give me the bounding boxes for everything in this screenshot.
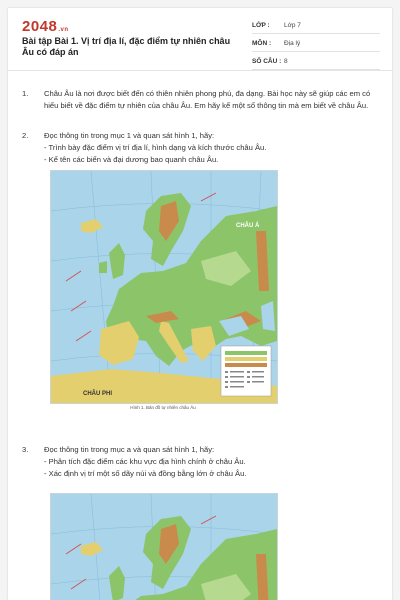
- site-logo[interactable]: 2048.vn: [22, 18, 69, 35]
- map-image: [51, 494, 277, 600]
- question-number: 3.: [22, 445, 29, 454]
- meta-value: Địa lý: [284, 40, 301, 47]
- meta-table: [252, 18, 380, 72]
- meta-value: 8: [284, 58, 288, 65]
- figure-caption: Hình 1. Bản đồ tự nhiên châu Âu: [130, 405, 196, 410]
- question-lead: Đọc thông tin trong mục a và quan sát hình 1, hãy:: [44, 445, 215, 454]
- map-label-asia: CHÂU Á: [236, 223, 260, 229]
- question-bullet: - Trình bày đặc điểm vị trí địa lí, hình dạng và kích thước châu Âu.: [44, 143, 267, 152]
- question-number: 2.: [22, 131, 29, 140]
- header-divider: [8, 70, 392, 71]
- meta-label: SỐ CÂU :: [252, 58, 282, 65]
- europe-physical-map: [50, 170, 278, 404]
- question-text: Châu Âu là nơi được biết đến có thiên nhiên phong phú, đa dạng. Bài học này sẽ giúp các em có hiểu biết về đặc điểm tự nhiên của châu Âu. Em hãy kể một số thông tin mà em biết về châu Âu.: [44, 89, 371, 110]
- europe-physical-map-repeat: [50, 493, 278, 600]
- header: [8, 8, 392, 68]
- question-number: 1.: [22, 89, 29, 98]
- meta-row-subject: [252, 36, 380, 52]
- document-page: [8, 8, 392, 600]
- meta-value: Lớp 7: [284, 22, 301, 29]
- meta-label: LỚP :: [252, 22, 270, 29]
- map-label-africa: CHÂU PHI: [83, 391, 113, 397]
- question-lead: Đọc thông tin trong mục 1 và quan sát hình 1, hãy:: [44, 131, 215, 140]
- meta-row-count: [252, 54, 380, 70]
- question-bullet: - Kể tên các biển và đại dương bao quanh châu Âu.: [44, 155, 219, 164]
- question-body: [44, 130, 382, 166]
- question-bullet: - Xác định vị trí một số dãy núi và đồng bằng lớn ở châu Âu.: [44, 469, 247, 478]
- map-image: [51, 171, 277, 403]
- page-title: Bài tập Bài 1. Vị trí địa lí, đặc điểm tự nhiên châu Âu có đáp án: [22, 36, 231, 57]
- question-bullet: - Phân tích đặc điểm các khu vực địa hình chính ở châu Âu.: [44, 457, 246, 466]
- meta-label: MÔN :: [252, 40, 272, 47]
- meta-row-class: [252, 18, 380, 34]
- question-body: [44, 444, 382, 480]
